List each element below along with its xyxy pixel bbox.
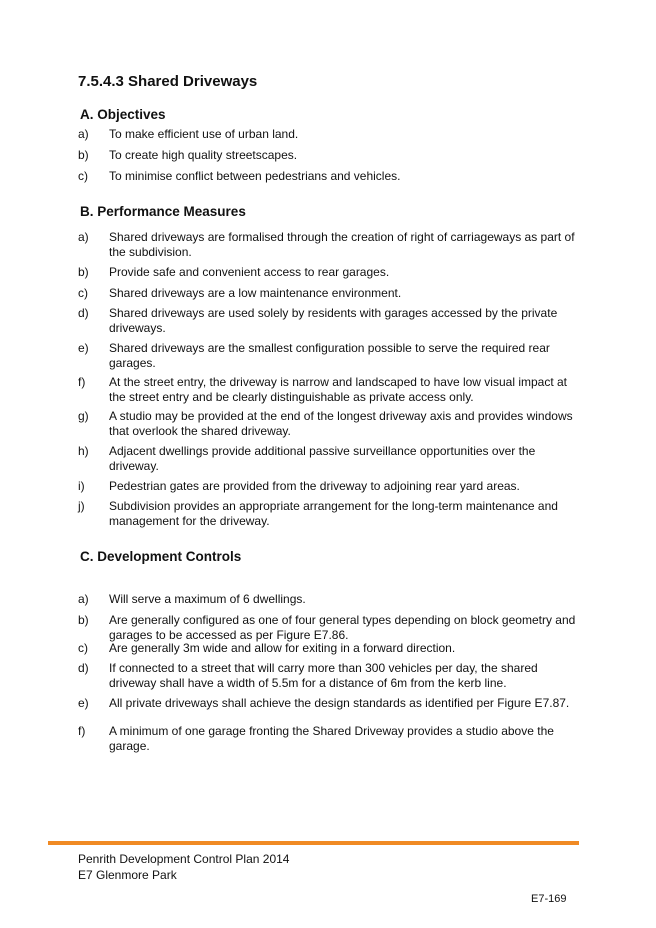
- list-item: [78, 724, 578, 754]
- item-text: To create high quality streetscapes.: [109, 148, 298, 162]
- item-text: Pedestrian gates are provided from the driveway to adjoining rear yard areas.: [109, 479, 520, 493]
- item-text: A minimum of one garage fronting the Shared Driveway provides a studio above the garage.: [109, 724, 554, 753]
- footer-section-title: E7 Glenmore Park: [78, 868, 177, 882]
- item-text: Subdivision provides an appropriate arrangement for the long-term maintenance and management for the driveway.: [109, 499, 558, 528]
- item-letter: h): [78, 444, 89, 458]
- list-item: [78, 409, 578, 439]
- item-text: Are generally configured as one of four general types depending on block geometry and garages to be accessed as per Figure E7.86.: [109, 613, 576, 642]
- list-item: [78, 696, 578, 711]
- item-text: Are generally 3m wide and allow for exiting in a forward direction.: [109, 641, 456, 655]
- development-controls-heading: C. Development Controls: [80, 549, 242, 564]
- list-item: [78, 169, 578, 184]
- item-letter: g): [78, 409, 89, 423]
- item-text: Provide safe and convenient access to rear garages.: [109, 265, 390, 279]
- list-item: [78, 444, 578, 474]
- item-letter: d): [78, 661, 89, 675]
- item-letter: a): [78, 127, 89, 141]
- item-letter: b): [78, 148, 89, 162]
- page-number: E7-169: [531, 893, 567, 905]
- item-text: To minimise conflict between pedestrians and vehicles.: [109, 169, 401, 183]
- item-letter: c): [78, 641, 88, 655]
- item-letter: d): [78, 306, 89, 320]
- list-item: [78, 499, 578, 529]
- item-letter: e): [78, 341, 89, 355]
- item-text: Shared driveways are used solely by residents with garages accessed by the private driveways.: [109, 306, 558, 335]
- item-letter: i): [78, 479, 85, 493]
- list-item: [78, 641, 578, 656]
- list-item: [78, 613, 578, 643]
- item-letter: c): [78, 286, 88, 300]
- item-text: All private driveways shall achieve the design standards as identified per Figure E7.87.: [109, 696, 570, 710]
- list-item: [78, 148, 578, 163]
- performance-measures-heading: B. Performance Measures: [80, 204, 246, 219]
- list-item: [78, 479, 578, 494]
- footer-document-title: Penrith Development Control Plan 2014: [78, 852, 290, 866]
- list-item: [78, 375, 578, 405]
- list-item: [78, 592, 578, 607]
- page-title: 7.5.4.3 Shared Driveways: [78, 73, 258, 90]
- list-item: [78, 306, 578, 336]
- list-item: [78, 341, 578, 371]
- item-text: Will serve a maximum of 6 dwellings.: [109, 592, 306, 606]
- item-text: At the street entry, the driveway is narrow and landscaped to have low visual impact at the street entry and be clearly distinguishable as private access only.: [109, 375, 568, 404]
- item-text: Shared driveways are formalised through the creation of right of carriageways as part of the subdivision.: [109, 230, 575, 259]
- item-text: If connected to a street that will carry more than 300 vehicles per day, the shared driveway shall have a width of 5.5m for a distance of 6m from the kerb line.: [109, 661, 538, 690]
- item-text: Shared driveways are the smallest configuration possible to serve the required rear garages.: [109, 341, 550, 370]
- list-item: [78, 230, 578, 260]
- item-letter: f): [78, 375, 86, 389]
- item-text: A studio may be provided at the end of the longest driveway axis and provides windows that overlook the shared driveway.: [109, 409, 573, 438]
- item-letter: e): [78, 696, 89, 710]
- item-text: Adjacent dwellings provide additional passive surveillance opportunities over the driveway.: [109, 444, 536, 473]
- item-letter: j): [78, 499, 85, 513]
- item-text: Shared driveways are a low maintenance environment.: [109, 286, 402, 300]
- list-item: [78, 265, 578, 280]
- item-letter: a): [78, 230, 89, 244]
- item-letter: b): [78, 265, 89, 279]
- objectives-heading: A. Objectives: [80, 107, 166, 122]
- item-text: To make efficient use of urban land.: [109, 127, 299, 141]
- list-item: [78, 127, 578, 142]
- list-item: [78, 286, 578, 301]
- item-letter: f): [78, 724, 86, 738]
- footer-divider: [48, 841, 579, 845]
- list-item: [78, 661, 578, 691]
- item-letter: a): [78, 592, 89, 606]
- item-letter: b): [78, 613, 89, 627]
- item-letter: c): [78, 169, 88, 183]
